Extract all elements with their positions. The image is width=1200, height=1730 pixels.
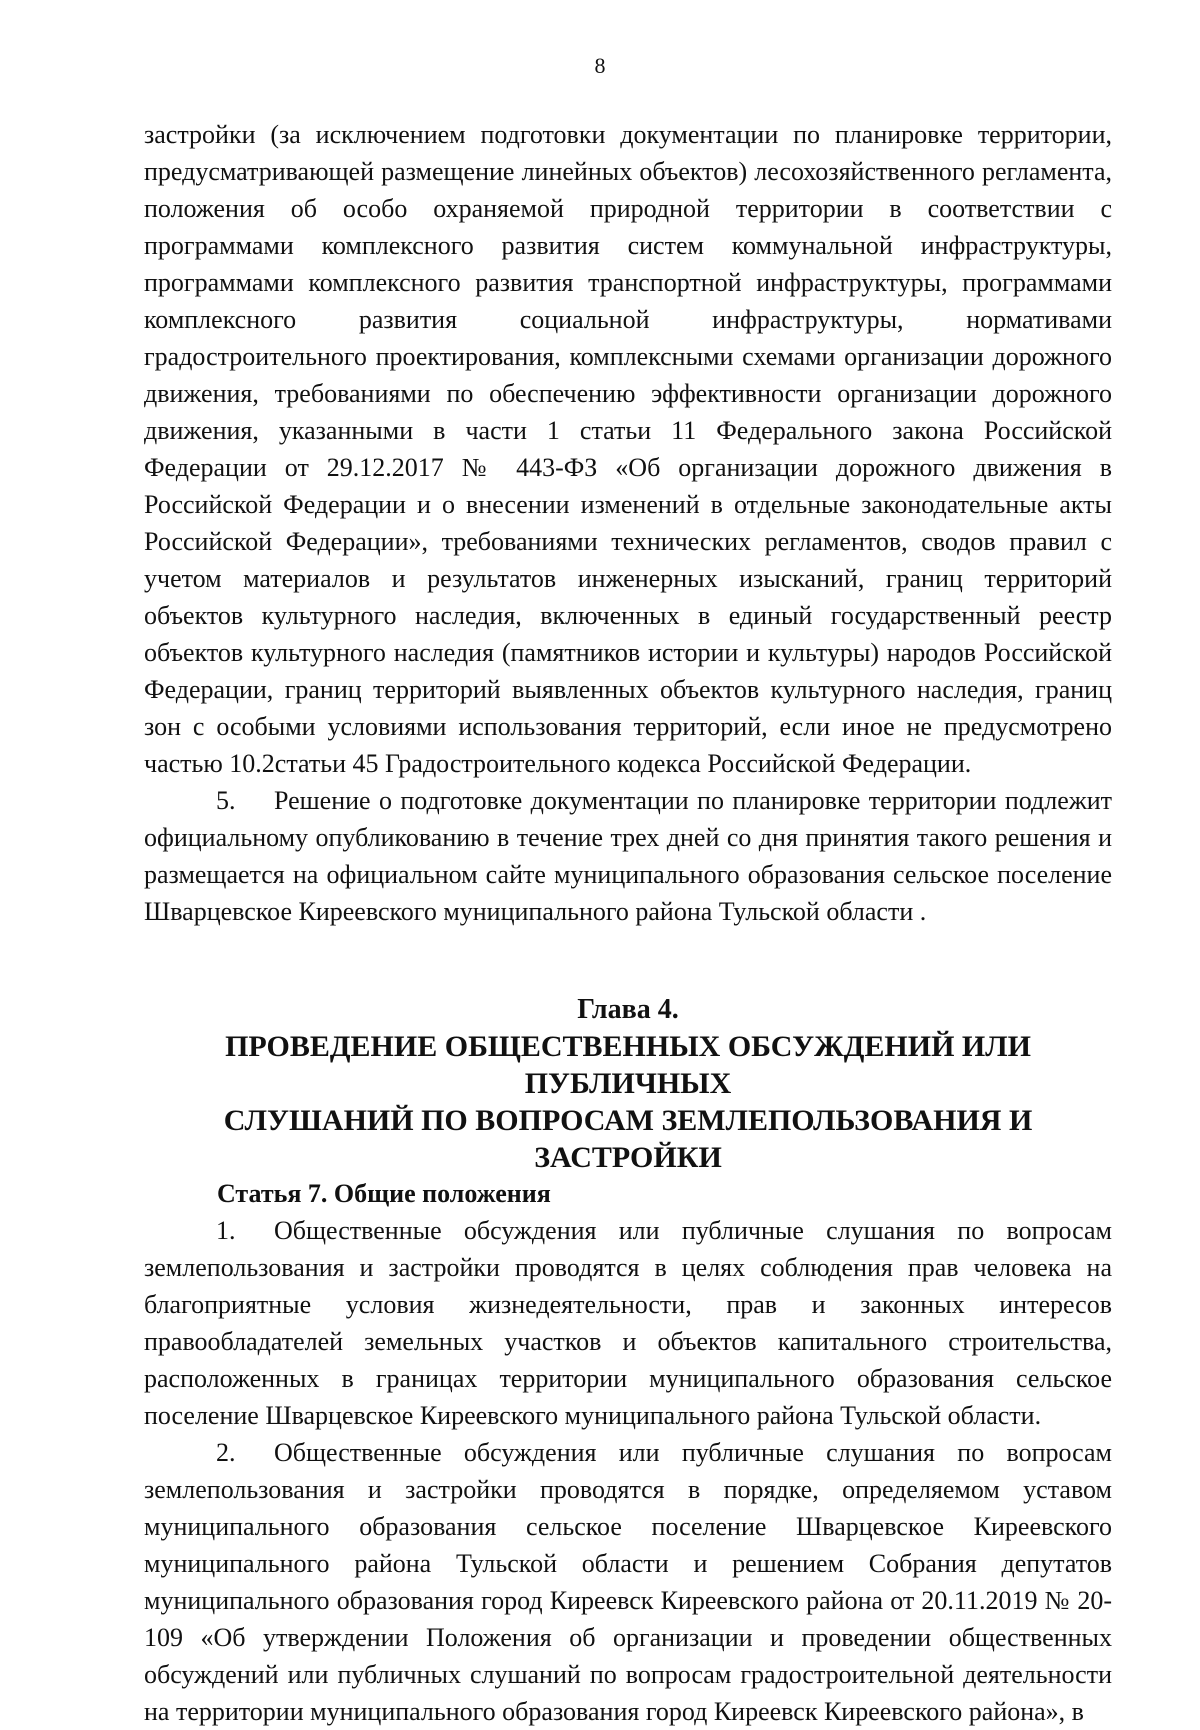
article-item-2-text: Общественные обсуждения или публичные слушания по вопросам землепользования и застройки проводятся в порядке, определяемом уставом муниципального образования сельское поселение Шварцевское Киреевского муниципального района Тульской области и решением Собрания депутатов муниципального образования город Киреевск Киреевского района от 20.11.2019 № 20-109 «Об утверждении Положения об организации и проведении общественных обсуждений или публичных слушаний по вопросам градостроительной деятельности на территории муниципального образования город Киреевск Киреевского района», в <box>144 1438 1112 1726</box>
article-item-2-number: 2. <box>216 1438 236 1467</box>
article-item-2 <box>144 1434 1112 1730</box>
chapter-label: Глава 4. <box>577 994 679 1025</box>
item-5 <box>144 782 1112 930</box>
intro-paragraph: застройки (за исключением подготовки документации по планировке территории, предусматривающей размещение линейных объектов) лесохозяйственного регламента, положения об особо охраняемой природной территории в соответствии с программами комплексного развития систем коммунальной инфраструктуры, программами комплексного развития транспортной инфраструктуры, программами комплексного развития социальной инфраструктуры, нормативами градостроительного проектирования, комплексными схемами организации дорожного движения, требованиями по обеспечению эффективности организации дорожного движения, указанными в части 1 статьи 11 Федерального закона Российской Федерации от 29.12.2017 № 443-ФЗ «Об организации дорожного движения в Российской Федерации и о внесении изменений в отдельные законодательные акты Российской Федерации», требованиями технических регламентов, сводов правил с учетом материалов и результатов инженерных изысканий, границ территорий объектов культурного наследия, включенных в единый государственный реестр объектов культурного наследия (памятников истории и культуры) народов Российской Федерации, границ территорий выявленных объектов культурного наследия, границ зон с особыми условиями использования территорий, если иное не предусмотрено частью 10.2статьи 45 Градостроительного кодекса Российской Федерации. <box>144 120 1112 778</box>
article-item-1-text: Общественные обсуждения или публичные слушания по вопросам землепользования и застройки проводятся в целях соблюдения прав человека на благоприятные условия жизнедеятельности, прав и законных интересов правообладателей земельных участков и объектов капитального строительства, расположенных в границах территории муниципального образования сельское поселение Шварцевское Киреевского муниципального района Тульской области. <box>144 1216 1112 1430</box>
article-item-1-number: 1. <box>216 1216 236 1245</box>
item-5-number: 5. <box>216 786 236 815</box>
page-number: 8 <box>594 53 606 78</box>
item-5-text: Решение о подготовке документации по планировке территории подлежит официальному опубликованию в течение трех дней со дня принятия такого решения и размещается на официальном сайте муниципального образования сельское поселение Шварцевское Киреевского муниципального района Тульской области . <box>144 786 1112 926</box>
chapter-title-line-2: СЛУШАНИЙ ПО ВОПРОСАМ ЗЕМЛЕПОЛЬЗОВАНИЯ И ЗАСТРОЙКИ <box>223 1104 1033 1174</box>
article-title: Статья 7. Общие положения <box>217 1179 551 1208</box>
document-body <box>144 116 1112 1730</box>
article-item-1 <box>144 1212 1112 1434</box>
chapter-title-line-1: ПРОВЕДЕНИЕ ОБЩЕСТВЕННЫХ ОБСУЖДЕНИЙ ИЛИ ПУБЛИЧНЫХ <box>225 1030 1031 1100</box>
